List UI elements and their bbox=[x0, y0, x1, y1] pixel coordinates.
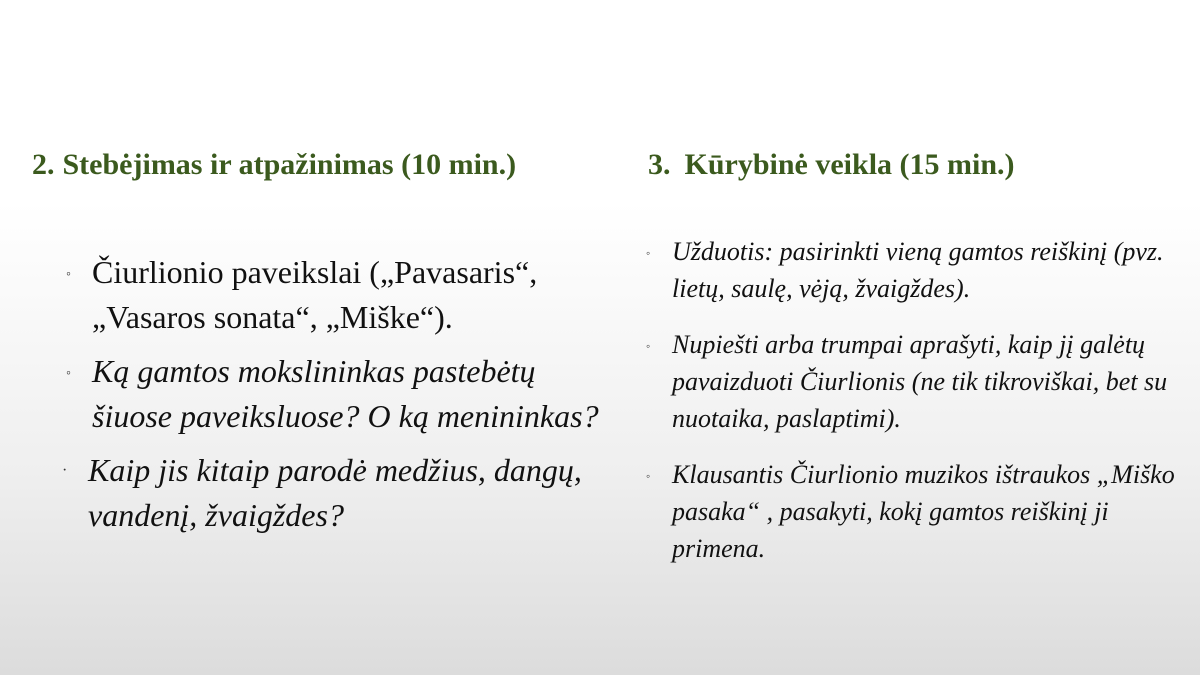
list-item bbox=[60, 448, 620, 538]
section-title-text: Kūrybinė veikla (15 min.) bbox=[684, 148, 1015, 181]
section-number: 3. bbox=[648, 148, 671, 181]
circle-bullet-icon: ◦ bbox=[646, 339, 651, 353]
circle-bullet-icon: ◦ bbox=[646, 246, 651, 260]
section-number: 2. bbox=[32, 148, 55, 181]
list-item-text: Kaip jis kitaip parodė medžius, dangų, vandenį, žvaigždes? bbox=[88, 452, 582, 533]
section-title-creative bbox=[648, 145, 1015, 185]
list-item bbox=[640, 233, 1180, 307]
circle-bullet-icon: ◦ bbox=[66, 267, 71, 282]
list-item bbox=[60, 250, 620, 340]
circle-bullet-icon: ◦ bbox=[66, 366, 71, 381]
circle-bullet-icon: ◦ bbox=[646, 469, 651, 483]
list-item-text: Čiurlionio paveikslai („Pavasaris“, „Vasaros sonata“, „Miške“). bbox=[92, 254, 538, 335]
list-item bbox=[640, 456, 1180, 567]
list-item-text: Klausantis Čiurlionio muzikos ištraukos „Miško pasaka“ , pasakyti, kokį gamtos reiškinį ji primena. bbox=[672, 460, 1175, 563]
list-item-text: Nupiešti arba trumpai aprašyti, kaip jį galėtų pavaizduoti Čiurlionis (ne tik tikroviškai, bet su nuotaika, paslaptimi). bbox=[672, 330, 1168, 433]
section-title-text: Stebėjimas ir atpažinimas (10 min.) bbox=[62, 148, 517, 181]
list-item-text: Užduotis: pasirinkti vieną gamtos reiškinį (pvz. lietų, saulę, vėją, žvaigždes). bbox=[672, 237, 1164, 303]
list-item bbox=[640, 326, 1180, 437]
observation-list bbox=[60, 250, 620, 538]
dot-bullet-icon: · bbox=[62, 462, 68, 479]
list-item-text: Ką gamtos mokslininkas pastebėtų šiuose paveiksluose? O ką menininkas? bbox=[92, 353, 599, 434]
creative-activity-list bbox=[640, 233, 1180, 567]
list-item bbox=[60, 349, 620, 439]
section-title-observation bbox=[32, 145, 516, 185]
